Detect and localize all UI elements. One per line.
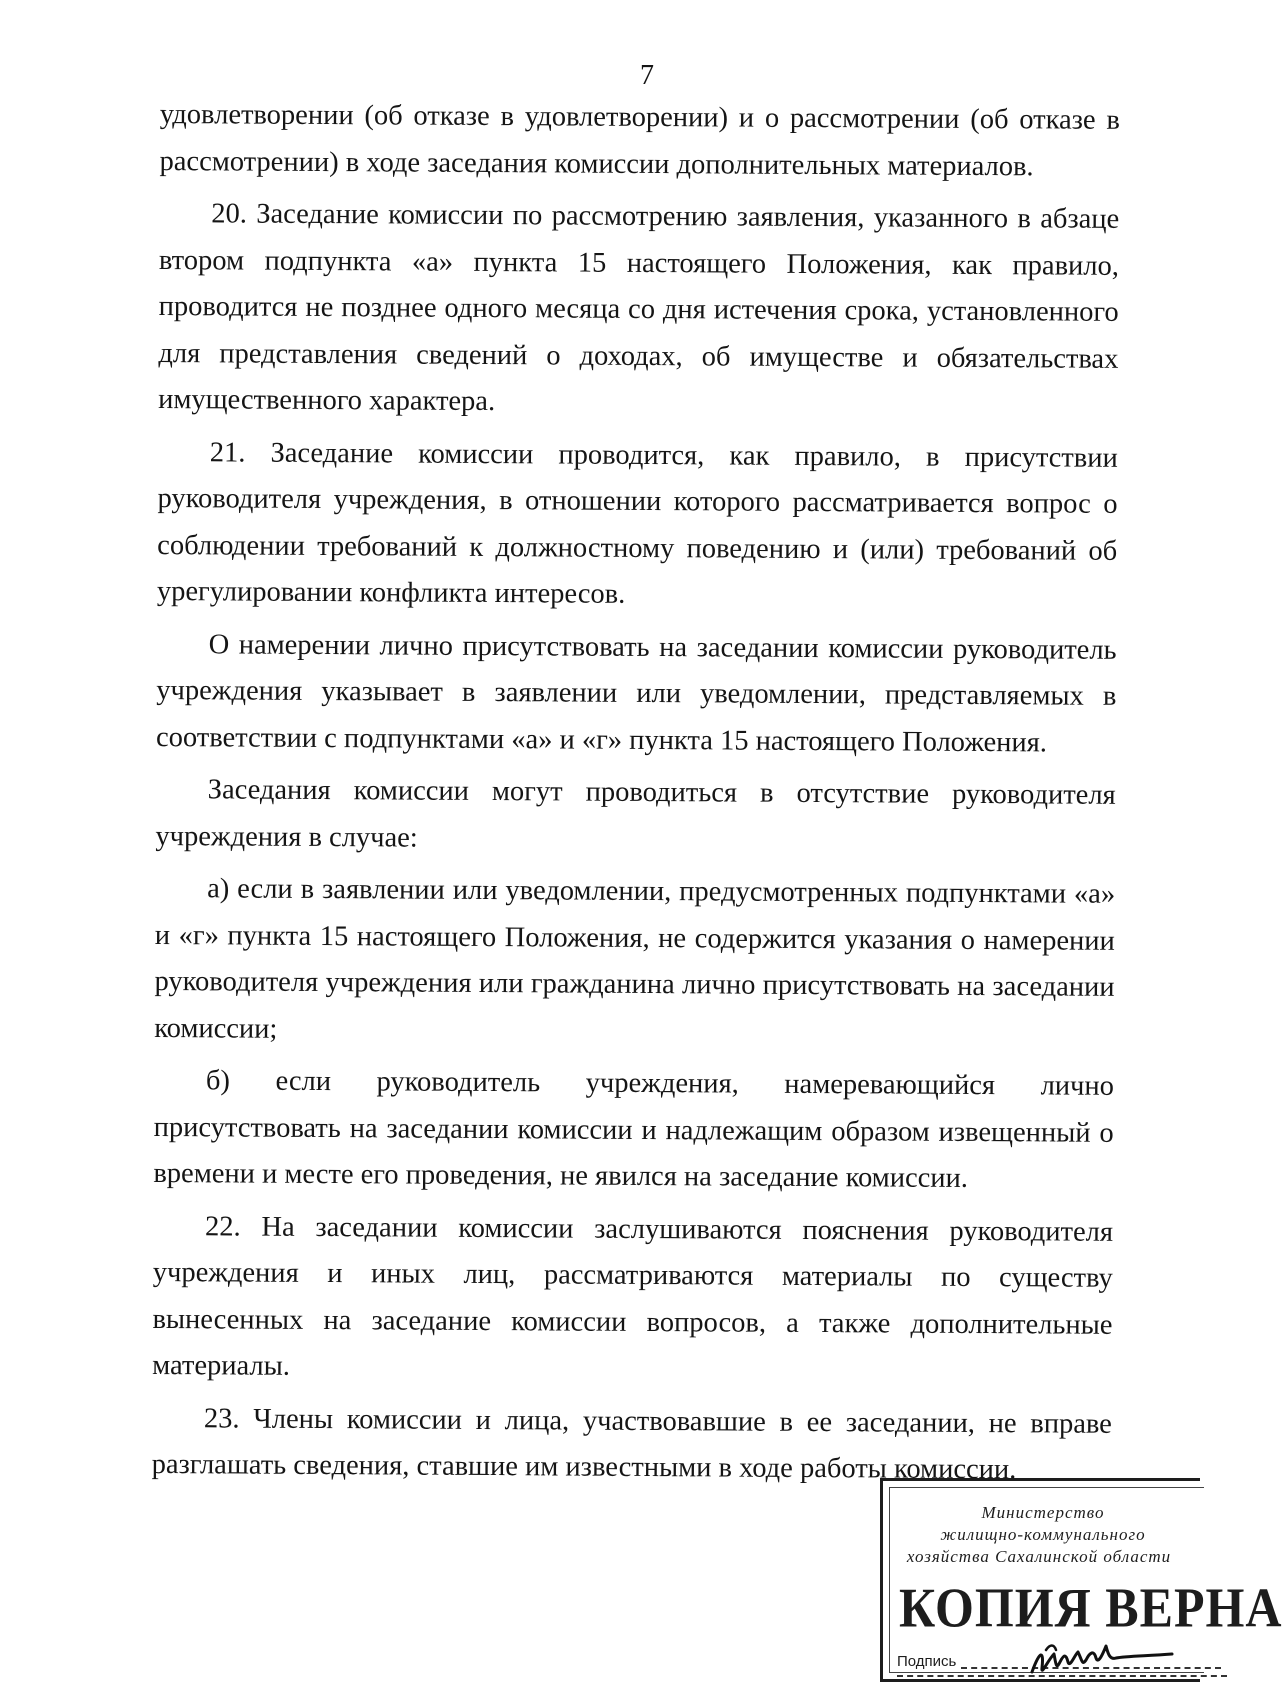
stamp-ministry-line: Министерство <box>981 1503 1105 1522</box>
paragraph-22: 22. На заседании комиссии заслушиваются пояснения руководителя учреждения и иных лиц, рассматриваются материалы по существу вынесенных на заседание комиссии вопросов, а также дополнительные материалы. <box>152 1210 1114 1382</box>
paragraph-21-absence: Заседания комиссии могут проводиться в отсутствие руководителя учреждения в случае: <box>155 774 1116 854</box>
paragraph-21: 21. Заседание комиссии проводится, как правило, в присутствии руководителя учреждения, в отношении которого рассматривается вопрос о соблюдении требований к должностному поведению и (или) требований об урегулировании конфликта интересов. <box>156 436 1118 610</box>
stamp-signature-label: Подпись <box>897 1653 957 1670</box>
stamp-department-line: жилищно-коммунального <box>940 1525 1146 1544</box>
paragraph-21-a: а) если в заявлении или уведомлении, предусмотренных подпунктами «а» и «г» пункта 15 настоящего Положения, не содержится указания о намерении руководителя учреждения или гражданина лично присутствовать на заседании комиссии; <box>154 873 1116 1045</box>
paragraph-23: 23. Члены комиссии и лица, участвовавшие в ее заседании, не вправе разглашать сведения, ставшие им известными в ходе работы комиссии. <box>151 1402 1112 1486</box>
paragraph-21-b: б) если руководитель учреждения, намеревающийся лично присутствовать на заседании комиссии и надлежащим образом извещенный о времени и месте его проведения, не явился на заседание комиссии. <box>153 1065 1115 1194</box>
handwritten-signature <box>1026 1620 1176 1690</box>
document-body <box>151 92 1120 1494</box>
page-number: 7 <box>640 60 654 91</box>
paragraph-continuation: удовлетворении (об отказе в удовлетворении) и о рассмотрении (об отказе в рассмотрении) в ходе заседания комиссии дополнительных материалов. <box>159 98 1120 182</box>
stamp-region-line: хозяйства Сахалинской области <box>906 1547 1172 1566</box>
paragraph-20: 20. Заседание комиссии по рассмотрению заявления, указанного в абзаце втором подпункта «а» пункта 15 настоящего Положения, как правило, проводится не позднее одного месяца со дня истечения срока, установленного для представления сведений о доходах, об имуществе и обязательствах имущественного характера. <box>158 198 1120 418</box>
stamp-title: КОПИЯ ВЕРНА <box>899 1576 1283 1639</box>
paragraph-21-intent: О намерении лично присутствовать на заседании комиссии руководитель учреждения указывает в заявлении или уведомлении, представляемых в соответствии с подпунктами «а» и «г» пункта 15 настоящего Положения. <box>155 628 1117 758</box>
